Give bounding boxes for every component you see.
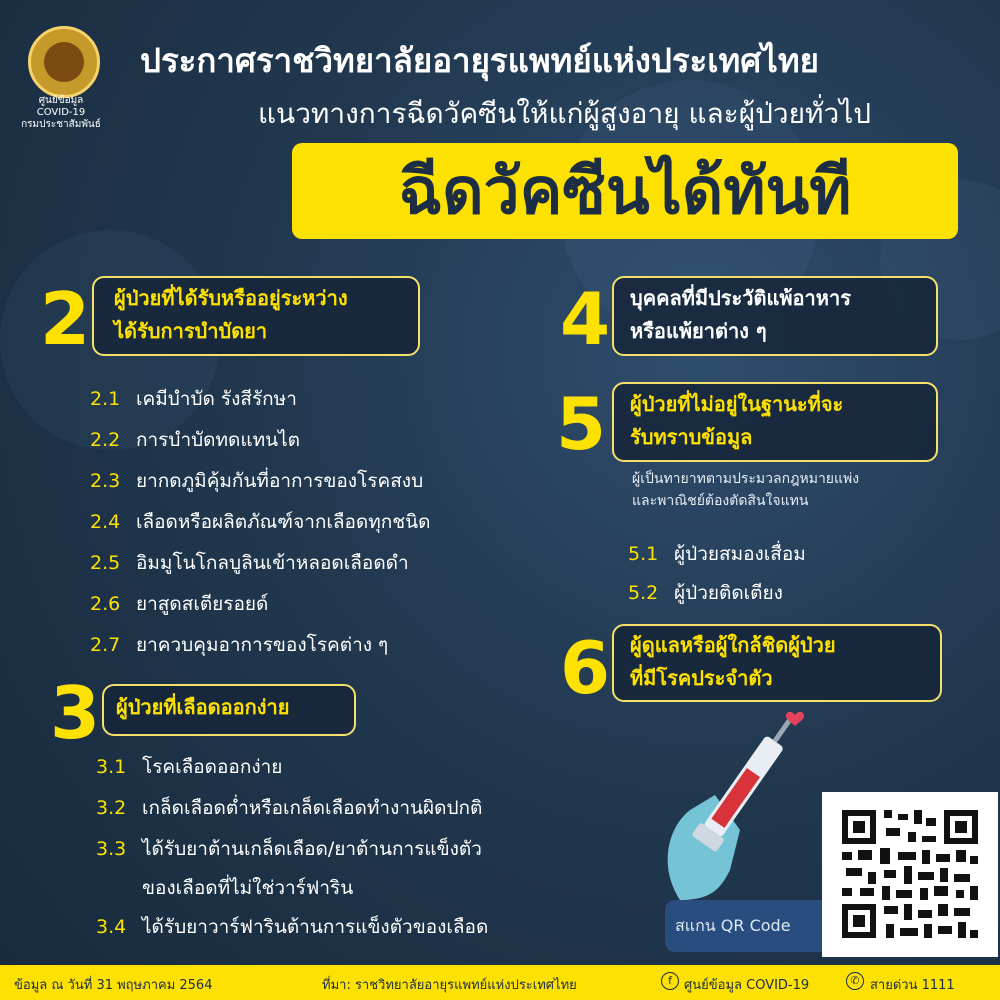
list-item: 5.2 ผู้ป่วยติดเตียง <box>628 582 783 604</box>
list-item: 3.1 โรคเลือดออกง่าย <box>96 756 283 778</box>
section-4-heading-line2: หรือแพ้ยาต่าง ๆ <box>630 319 767 343</box>
logo-caption: ศูนย์ข้อมูล COVID-19 กรมประชาสัมพันธ์ <box>21 95 101 130</box>
section-4-heading-line1: บุคคลที่มีประวัติแพ้อาหาร <box>630 286 851 310</box>
section-5-note-line1: ผู้เป็นทายาทตามประมวลกฎหมายแพ่ง <box>632 471 860 487</box>
phone-icon: ✆ <box>846 972 864 990</box>
list-item: 2.2 การบำบัดทดแทนไต <box>90 429 301 451</box>
footer-source: ที่มา: ราชวิทยาลัยอายุรแพทย์แห่งประเทศไทย <box>322 978 577 993</box>
list-item: 2.7 ยาควบคุมอาการของโรคต่าง ๆ <box>90 634 389 656</box>
section-5-note-line2: และพาณิชย์ต้องตัดสินใจแทน <box>632 493 809 509</box>
section-6-heading-line1: ผู้ดูแลหรือผู้ใกล้ชิดผู้ป่วย <box>630 633 836 657</box>
qr-code[interactable] <box>822 792 998 957</box>
list-item: 3.3 ได้รับยาต้านเกล็ดเลือด/ยาต้านการแข็งตัว <box>96 838 482 860</box>
section-5-heading-line2: รับทราบข้อมูล <box>630 425 753 449</box>
page-subtitle: แนวทางการฉีดวัคซีนให้แก่ผู้สูงอายุ และผู้ป่วยทั่วไป <box>258 97 872 130</box>
list-item: 2.5 อิมมูโนโกลบูลินเข้าหลอดเลือดดำ <box>90 552 409 574</box>
section-5-number: 5 <box>556 382 607 466</box>
qr-code-pattern <box>822 792 998 957</box>
section-2-number: 2 <box>40 277 91 361</box>
section-4-number: 4 <box>560 277 611 361</box>
section-3-heading: ผู้ป่วยที่เลือดออกง่าย <box>116 695 290 719</box>
facebook-icon: f <box>661 972 679 990</box>
footer-facebook-page[interactable]: ศูนย์ข้อมูล COVID-19 <box>684 978 810 993</box>
section-5-heading-line1: ผู้ป่วยที่ไม่อยู่ในฐานะที่จะ <box>630 392 844 416</box>
footer-bar <box>0 965 1000 1000</box>
section-2-heading-line1: ผู้ป่วยที่ได้รับหรืออยู่ระหว่าง <box>114 286 348 310</box>
list-item: 2.4 เลือดหรือผลิตภัณฑ์จากเลือดทุกชนิด <box>90 511 431 533</box>
section-2-heading-line2: ได้รับการบำบัดยา <box>114 319 268 343</box>
list-item: 5.1 ผู้ป่วยสมองเสื่อม <box>628 543 806 565</box>
list-item: 3.2 เกล็ดเลือดต่ำหรือเกล็ดเลือดทำงานผิดปกติ <box>96 797 483 819</box>
list-item: 2.6 ยาสูดสเตียรอยด์ <box>90 593 269 615</box>
list-item: 2.3 ยากดภูมิคุ้มกันที่อาการของโรคสงบ <box>90 470 424 492</box>
footer-date: ข้อมูล ณ วันที่ 31 พฤษภาคม 2564 <box>14 978 213 993</box>
footer-hotline[interactable]: สายด่วน 1111 <box>870 978 955 993</box>
qr-label: สแกน QR Code <box>675 916 791 935</box>
list-item: ของเลือดที่ไม่ใช่วาร์ฟาริน <box>142 877 354 899</box>
section-6-heading-line2: ที่มีโรคประจำตัว <box>630 666 773 690</box>
list-item: 2.1 เคมีบำบัด รังสีรักษา <box>90 388 297 410</box>
page-title: ประกาศราชวิทยาลัยอายุรแพทย์แห่งประเทศไทย <box>140 41 819 80</box>
syringe-hand-illustration <box>620 700 820 910</box>
headline-banner: ฉีดวัคซีนได้ทันที <box>292 143 958 239</box>
section-3-number: 3 <box>50 671 101 755</box>
list-item: 3.4 ได้รับยาวาร์ฟารินต้านการแข็งตัวของเลือด <box>96 916 489 938</box>
section-6-number: 6 <box>560 626 611 710</box>
department-logo <box>28 26 100 98</box>
